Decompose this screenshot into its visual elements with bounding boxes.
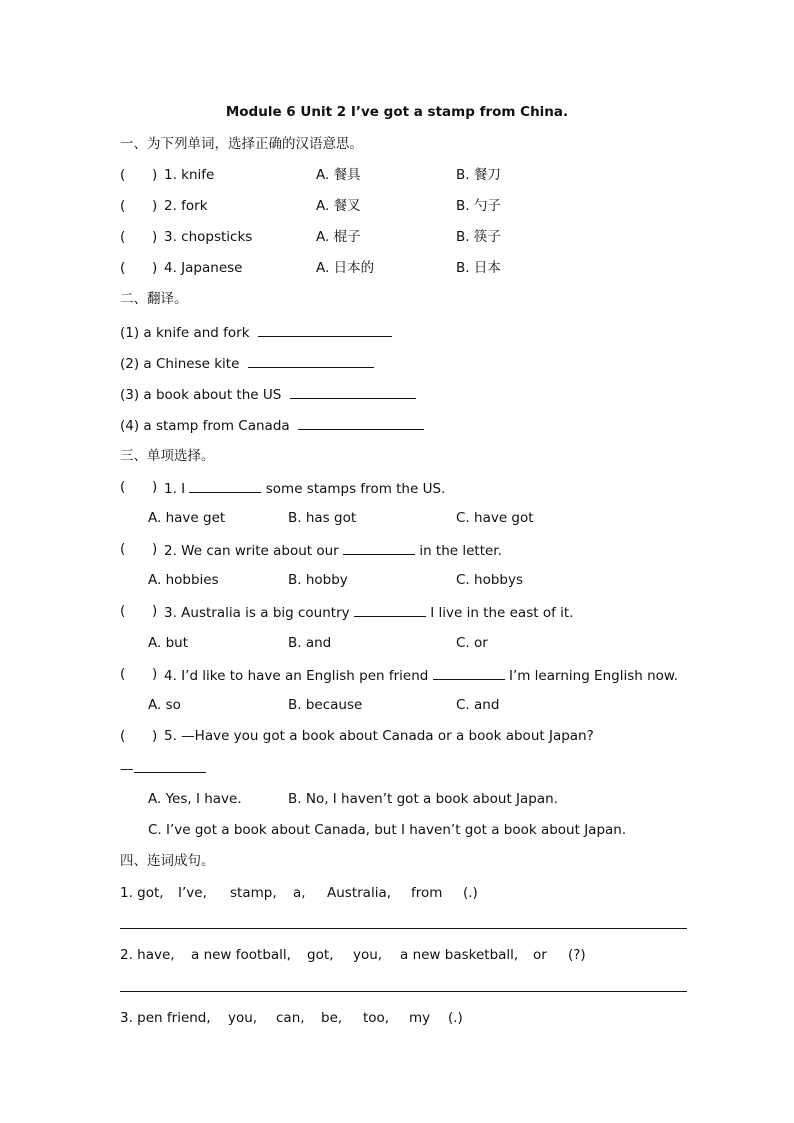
- section-4-heading: 四、连词成句。: [120, 853, 215, 869]
- answer-blank[interactable]: [298, 415, 424, 430]
- page-title: Module 6 Unit 2 I’ve got a stamp from China.: [225, 104, 569, 120]
- dialog-response: [120, 758, 206, 778]
- word-chip: a new basketball,: [400, 947, 519, 963]
- question-text: 1. I: [164, 481, 186, 497]
- option-b: B. 筷子: [456, 229, 501, 245]
- word-chip: 2. have,: [120, 947, 175, 963]
- translation-phrase: (1) a knife and fork: [120, 325, 250, 341]
- word-chip: 3. pen friend,: [120, 1010, 211, 1026]
- word: 1. knife: [164, 167, 215, 183]
- question-text: 2. We can write about our: [164, 543, 339, 559]
- answer-blank[interactable]: [343, 540, 415, 555]
- translation-item: [120, 322, 392, 342]
- answer-paren-open: (: [120, 728, 126, 744]
- word-chip: (.): [448, 1010, 463, 1026]
- question-2: [164, 540, 502, 560]
- option-a: A. Yes, I have.: [148, 791, 242, 807]
- word-chip: can,: [276, 1010, 305, 1026]
- translation-phrase: (4) a stamp from Canada: [120, 418, 290, 434]
- answer-paren-close: ): [152, 229, 158, 245]
- section-1-heading: 一、为下列单词，选择正确的汉语意思。: [120, 136, 363, 152]
- word: 3. chopsticks: [164, 229, 253, 245]
- answer-paren-close: ): [152, 198, 158, 214]
- word-chip: 1. got,: [120, 885, 164, 901]
- word-chip: Australia,: [327, 885, 392, 901]
- word-chip: a,: [293, 885, 306, 901]
- word-chip: my: [409, 1010, 431, 1026]
- option-a: A. 餐叉: [316, 198, 361, 214]
- translation-phrase: (2) a Chinese kite: [120, 356, 240, 372]
- section-3-heading: 三、单项选择。: [120, 448, 215, 464]
- answer-paren-open: (: [120, 479, 126, 495]
- answer-paren-open: (: [120, 666, 126, 682]
- answer-paren-open: (: [120, 541, 126, 557]
- option-b: B. hobby: [288, 572, 348, 588]
- word-chip: too,: [363, 1010, 390, 1026]
- word-chip: or: [533, 947, 547, 963]
- word-chip: you,: [228, 1010, 258, 1026]
- question-text: I live in the east of it.: [430, 605, 574, 621]
- option-b: B. 餐刀: [456, 167, 501, 183]
- answer-paren-open: (: [120, 167, 126, 183]
- word-chip: (?): [568, 947, 586, 963]
- option-a: A. 棍子: [316, 229, 361, 245]
- option-b: B. No, I haven’t got a book about Japan.: [288, 791, 558, 807]
- option-b: B. has got: [288, 510, 357, 526]
- answer-paren-close: ): [152, 479, 158, 495]
- question-4: [164, 665, 678, 685]
- word-chip: (.): [463, 885, 478, 901]
- word-chip: I’ve,: [178, 885, 207, 901]
- answer-paren-close: ): [152, 167, 158, 183]
- translation-phrase: (3) a book about the US: [120, 387, 282, 403]
- option-b: B. because: [288, 697, 363, 713]
- question-text: 4. I’d like to have an English pen friend: [164, 668, 429, 684]
- answer-blank[interactable]: [134, 758, 206, 773]
- option-c: C. and: [456, 697, 500, 713]
- option-a: A. but: [148, 635, 188, 651]
- question-text: some stamps from the US.: [265, 481, 446, 497]
- answer-paren-open: (: [120, 198, 126, 214]
- question-text: 3. Australia is a big country: [164, 605, 350, 621]
- answer-paren-close: ): [152, 728, 158, 744]
- word: 2. fork: [164, 198, 208, 214]
- question-1: [164, 478, 445, 498]
- option-a: A. hobbies: [148, 572, 219, 588]
- answer-paren-open: (: [120, 603, 126, 619]
- option-c: C. hobbys: [456, 572, 523, 588]
- option-a: A. so: [148, 697, 181, 713]
- option-b: B. 日本: [456, 260, 501, 276]
- answer-blank[interactable]: [258, 322, 392, 337]
- answer-paren-close: ): [152, 666, 158, 682]
- answer-blank[interactable]: [433, 665, 505, 680]
- word-chip: a new football,: [191, 947, 291, 963]
- section-2-heading: 二、翻译。: [120, 291, 188, 307]
- answer-paren-open: (: [120, 229, 126, 245]
- word-chip: you,: [353, 947, 383, 963]
- word: 4. Japanese: [164, 260, 243, 276]
- dash: —: [120, 761, 134, 777]
- question-5-text: 5. —Have you got a book about Canada or a book about Japan?: [164, 728, 594, 744]
- option-a: A. have get: [148, 510, 226, 526]
- translation-item: [120, 384, 416, 404]
- answer-blank[interactable]: [290, 384, 416, 399]
- option-a: A. 日本的: [316, 260, 375, 276]
- answer-paren-close: ): [152, 541, 158, 557]
- option-c: C. have got: [456, 510, 534, 526]
- answer-blank[interactable]: [189, 478, 261, 493]
- option-c: C. I’ve got a book about Canada, but I haven’t got a book about Japan.: [148, 822, 627, 838]
- word-chip: stamp,: [230, 885, 277, 901]
- translation-item: [120, 353, 374, 373]
- answer-blank[interactable]: [354, 602, 426, 617]
- word-chip: got,: [307, 947, 334, 963]
- answer-line[interactable]: [120, 928, 687, 929]
- word-chip: from: [411, 885, 443, 901]
- answer-blank[interactable]: [248, 353, 374, 368]
- option-a: A. 餐具: [316, 167, 361, 183]
- question-3: [164, 602, 573, 622]
- option-c: C. or: [456, 635, 488, 651]
- answer-paren-open: (: [120, 260, 126, 276]
- answer-paren-close: ): [152, 603, 158, 619]
- option-b: B. and: [288, 635, 332, 651]
- translation-item: [120, 415, 424, 435]
- question-text: in the letter.: [419, 543, 502, 559]
- answer-paren-close: ): [152, 260, 158, 276]
- option-b: B. 勺子: [456, 198, 501, 214]
- word-chip: be,: [321, 1010, 343, 1026]
- answer-line[interactable]: [120, 991, 687, 992]
- question-text: I’m learning English now.: [508, 668, 678, 684]
